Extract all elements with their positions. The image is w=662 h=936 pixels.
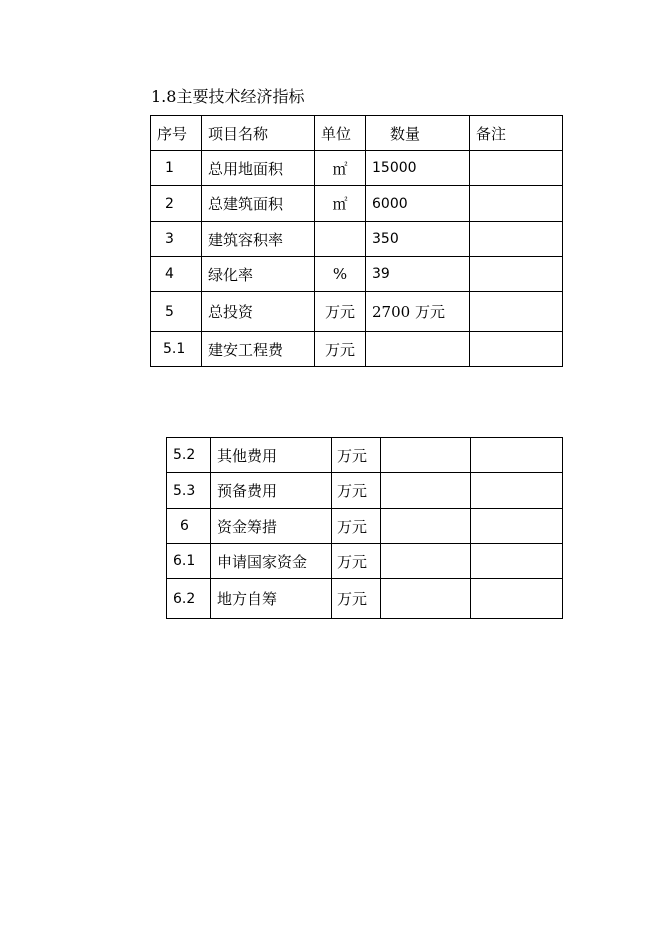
row-unit: 万元 — [315, 332, 366, 367]
indicators-table — [150, 115, 563, 367]
table-row — [151, 332, 563, 367]
row-quantity: 39 — [366, 257, 470, 292]
row-quantity — [381, 579, 471, 619]
row-index: 5.2 — [167, 438, 211, 473]
section-title: 1.8主要技术经济指标 — [151, 87, 305, 106]
row-unit: 万元 — [332, 438, 381, 473]
row-item-name: 总建筑面积 — [202, 186, 315, 222]
row-quantity — [366, 332, 470, 367]
table-row — [151, 222, 563, 257]
row-remark — [470, 292, 563, 332]
row-remark — [470, 151, 563, 186]
row-unit: 万元 — [332, 544, 381, 579]
row-remark — [470, 222, 563, 257]
table-row — [151, 151, 563, 186]
row-index: 2 — [151, 186, 202, 222]
table-row — [167, 438, 563, 473]
row-unit: % — [315, 257, 366, 292]
row-remark — [471, 438, 563, 473]
row-quantity: 350 — [366, 222, 470, 257]
row-item-name: 其他费用 — [211, 438, 332, 473]
row-quantity — [381, 473, 471, 509]
row-unit: 万元 — [332, 579, 381, 619]
row-quantity: 2700 万元 — [366, 292, 470, 332]
header-item-name: 项目名称 — [202, 116, 315, 151]
row-item-name: 绿化率 — [202, 257, 315, 292]
table-row — [151, 186, 563, 222]
row-unit — [315, 222, 366, 257]
row-index: 5.1 — [151, 332, 202, 367]
row-index: 3 — [151, 222, 202, 257]
row-unit: 万元 — [332, 473, 381, 509]
header-unit: 单位 — [315, 116, 366, 151]
table-row — [151, 257, 563, 292]
funding-table — [166, 437, 563, 619]
row-index: 1 — [151, 151, 202, 186]
row-remark — [470, 257, 563, 292]
row-item-name: 预备费用 — [211, 473, 332, 509]
header-quantity: 数量 — [366, 116, 470, 151]
row-remark — [471, 579, 563, 619]
row-item-name: 建筑容积率 — [202, 222, 315, 257]
row-item-name: 资金筹措 — [211, 509, 332, 544]
row-index: 6 — [167, 509, 211, 544]
row-item-name: 地方自筹 — [211, 579, 332, 619]
row-index: 4 — [151, 257, 202, 292]
header-remark: 备注 — [470, 116, 563, 151]
row-remark — [471, 509, 563, 544]
row-quantity — [381, 438, 471, 473]
table-row — [167, 579, 563, 619]
row-remark — [471, 544, 563, 579]
row-item-name: 建安工程费 — [202, 332, 315, 367]
row-index: 5.3 — [167, 473, 211, 509]
table-row — [151, 292, 563, 332]
row-unit: 万元 — [332, 509, 381, 544]
row-unit: ㎡ — [315, 186, 366, 222]
row-quantity — [381, 509, 471, 544]
row-item-name: 总用地面积 — [202, 151, 315, 186]
row-index: 5 — [151, 292, 202, 332]
row-remark — [470, 186, 563, 222]
row-remark — [471, 473, 563, 509]
table-header-row — [151, 116, 563, 151]
row-quantity — [381, 544, 471, 579]
table-row — [167, 544, 563, 579]
row-item-name: 申请国家资金 — [211, 544, 332, 579]
row-item-name: 总投资 — [202, 292, 315, 332]
row-unit: ㎡ — [315, 151, 366, 186]
header-index: 序号 — [151, 116, 202, 151]
row-quantity: 6000 — [366, 186, 470, 222]
row-index: 6.2 — [167, 579, 211, 619]
table-row — [167, 509, 563, 544]
row-unit: 万元 — [315, 292, 366, 332]
table-row — [167, 473, 563, 509]
row-index: 6.1 — [167, 544, 211, 579]
row-remark — [470, 332, 563, 367]
row-quantity: 15000 — [366, 151, 470, 186]
